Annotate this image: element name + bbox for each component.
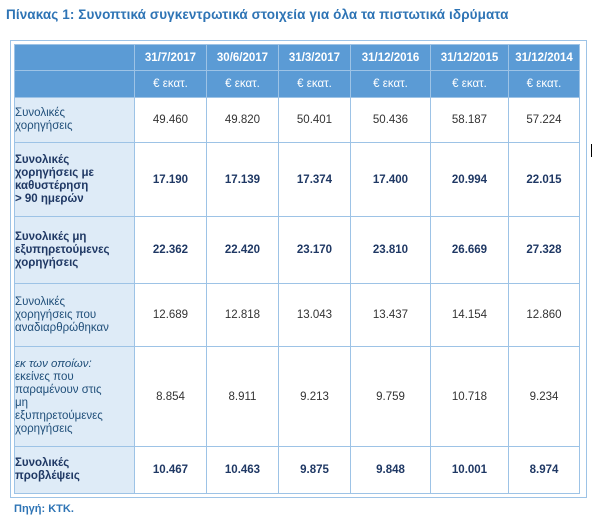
table-row <box>15 447 580 494</box>
value-cell: 22.420 <box>207 217 279 284</box>
value-cell: 13.437 <box>351 284 431 347</box>
value-cell: 10.463 <box>207 447 279 494</box>
col-header: 31/7/2017 <box>135 45 207 71</box>
col-header: 31/12/2014 <box>509 45 580 71</box>
unit-cell: € εκατ. <box>135 71 207 98</box>
value-cell: 20.994 <box>431 143 509 217</box>
table-row <box>15 98 580 143</box>
row-label-restructured: Συνολικές χορηγήσεις που αναδιαρθρώθηκαν <box>15 284 135 347</box>
value-cell: 17.400 <box>351 143 431 217</box>
value-cell: 10.467 <box>135 447 207 494</box>
table-row <box>15 347 580 447</box>
table-row <box>15 217 580 284</box>
value-cell: 9.848 <box>351 447 431 494</box>
value-cell: 22.015 <box>509 143 580 217</box>
unit-cell: € εκατ. <box>509 71 580 98</box>
value-cell: 8.974 <box>509 447 580 494</box>
value-cell: 26.669 <box>431 217 509 284</box>
unit-cell: € εκατ. <box>207 71 279 98</box>
value-cell: 10.718 <box>431 347 509 447</box>
col-header: 31/12/2015 <box>431 45 509 71</box>
value-cell: 58.187 <box>431 98 509 143</box>
col-header: 31/12/2016 <box>351 45 431 71</box>
row-label-restructured-npl: εκ των οποίων: εκείνες που παραμένουν στις μη εξυπηρετούμενες χορηγήσεις <box>15 347 135 447</box>
source-note: Πηγή: ΚΤΚ. <box>14 503 74 515</box>
unit-cell: € εκατ. <box>279 71 351 98</box>
value-cell: 8.854 <box>135 347 207 447</box>
value-cell: 9.875 <box>279 447 351 494</box>
value-cell: 57.224 <box>509 98 580 143</box>
value-cell: 22.362 <box>135 217 207 284</box>
value-cell: 50.401 <box>279 98 351 143</box>
value-cell: 10.001 <box>431 447 509 494</box>
value-cell: 23.170 <box>279 217 351 284</box>
value-cell: 9.213 <box>279 347 351 447</box>
row-label-total-loans: Συνολικές χορηγήσεις <box>15 98 135 143</box>
col-header: 30/6/2017 <box>207 45 279 71</box>
header-corner <box>15 45 135 71</box>
table-row <box>15 284 580 347</box>
table-title: Πίνακας 1: Συνοπτικά συγκεντρωτικά στοιχεία για όλα τα πιστωτικά ιδρύματα <box>6 7 509 22</box>
value-cell: 49.460 <box>135 98 207 143</box>
unit-cell: € εκατ. <box>431 71 509 98</box>
value-cell: 12.818 <box>207 284 279 347</box>
value-cell: 27.328 <box>509 217 580 284</box>
row-label-provisions: Συνολικές προβλέψεις <box>15 447 135 494</box>
value-cell: 9.759 <box>351 347 431 447</box>
value-cell: 13.043 <box>279 284 351 347</box>
value-cell: 14.154 <box>431 284 509 347</box>
value-cell: 50.436 <box>351 98 431 143</box>
value-cell: 23.810 <box>351 217 431 284</box>
table-row <box>15 143 580 217</box>
col-header: 31/3/2017 <box>279 45 351 71</box>
value-cell: 17.374 <box>279 143 351 217</box>
summary-table <box>14 44 580 494</box>
value-cell: 8.911 <box>207 347 279 447</box>
row-label-overdue-loans: Συνολικές χορηγήσεις με καθυστέρηση > 90 ημερών <box>15 143 135 217</box>
unit-corner <box>15 71 135 98</box>
value-cell: 12.860 <box>509 284 580 347</box>
value-cell: 49.820 <box>207 98 279 143</box>
value-cell: 9.234 <box>509 347 580 447</box>
value-cell: 17.190 <box>135 143 207 217</box>
unit-cell: € εκατ. <box>351 71 431 98</box>
value-cell: 17.139 <box>207 143 279 217</box>
value-cell: 12.689 <box>135 284 207 347</box>
unit-row <box>15 71 580 98</box>
header-row <box>15 45 580 71</box>
text-cursor <box>591 144 592 157</box>
row-label-npl: Συνολικές μη εξυπηρετούμενες χορηγήσεις <box>15 217 135 284</box>
